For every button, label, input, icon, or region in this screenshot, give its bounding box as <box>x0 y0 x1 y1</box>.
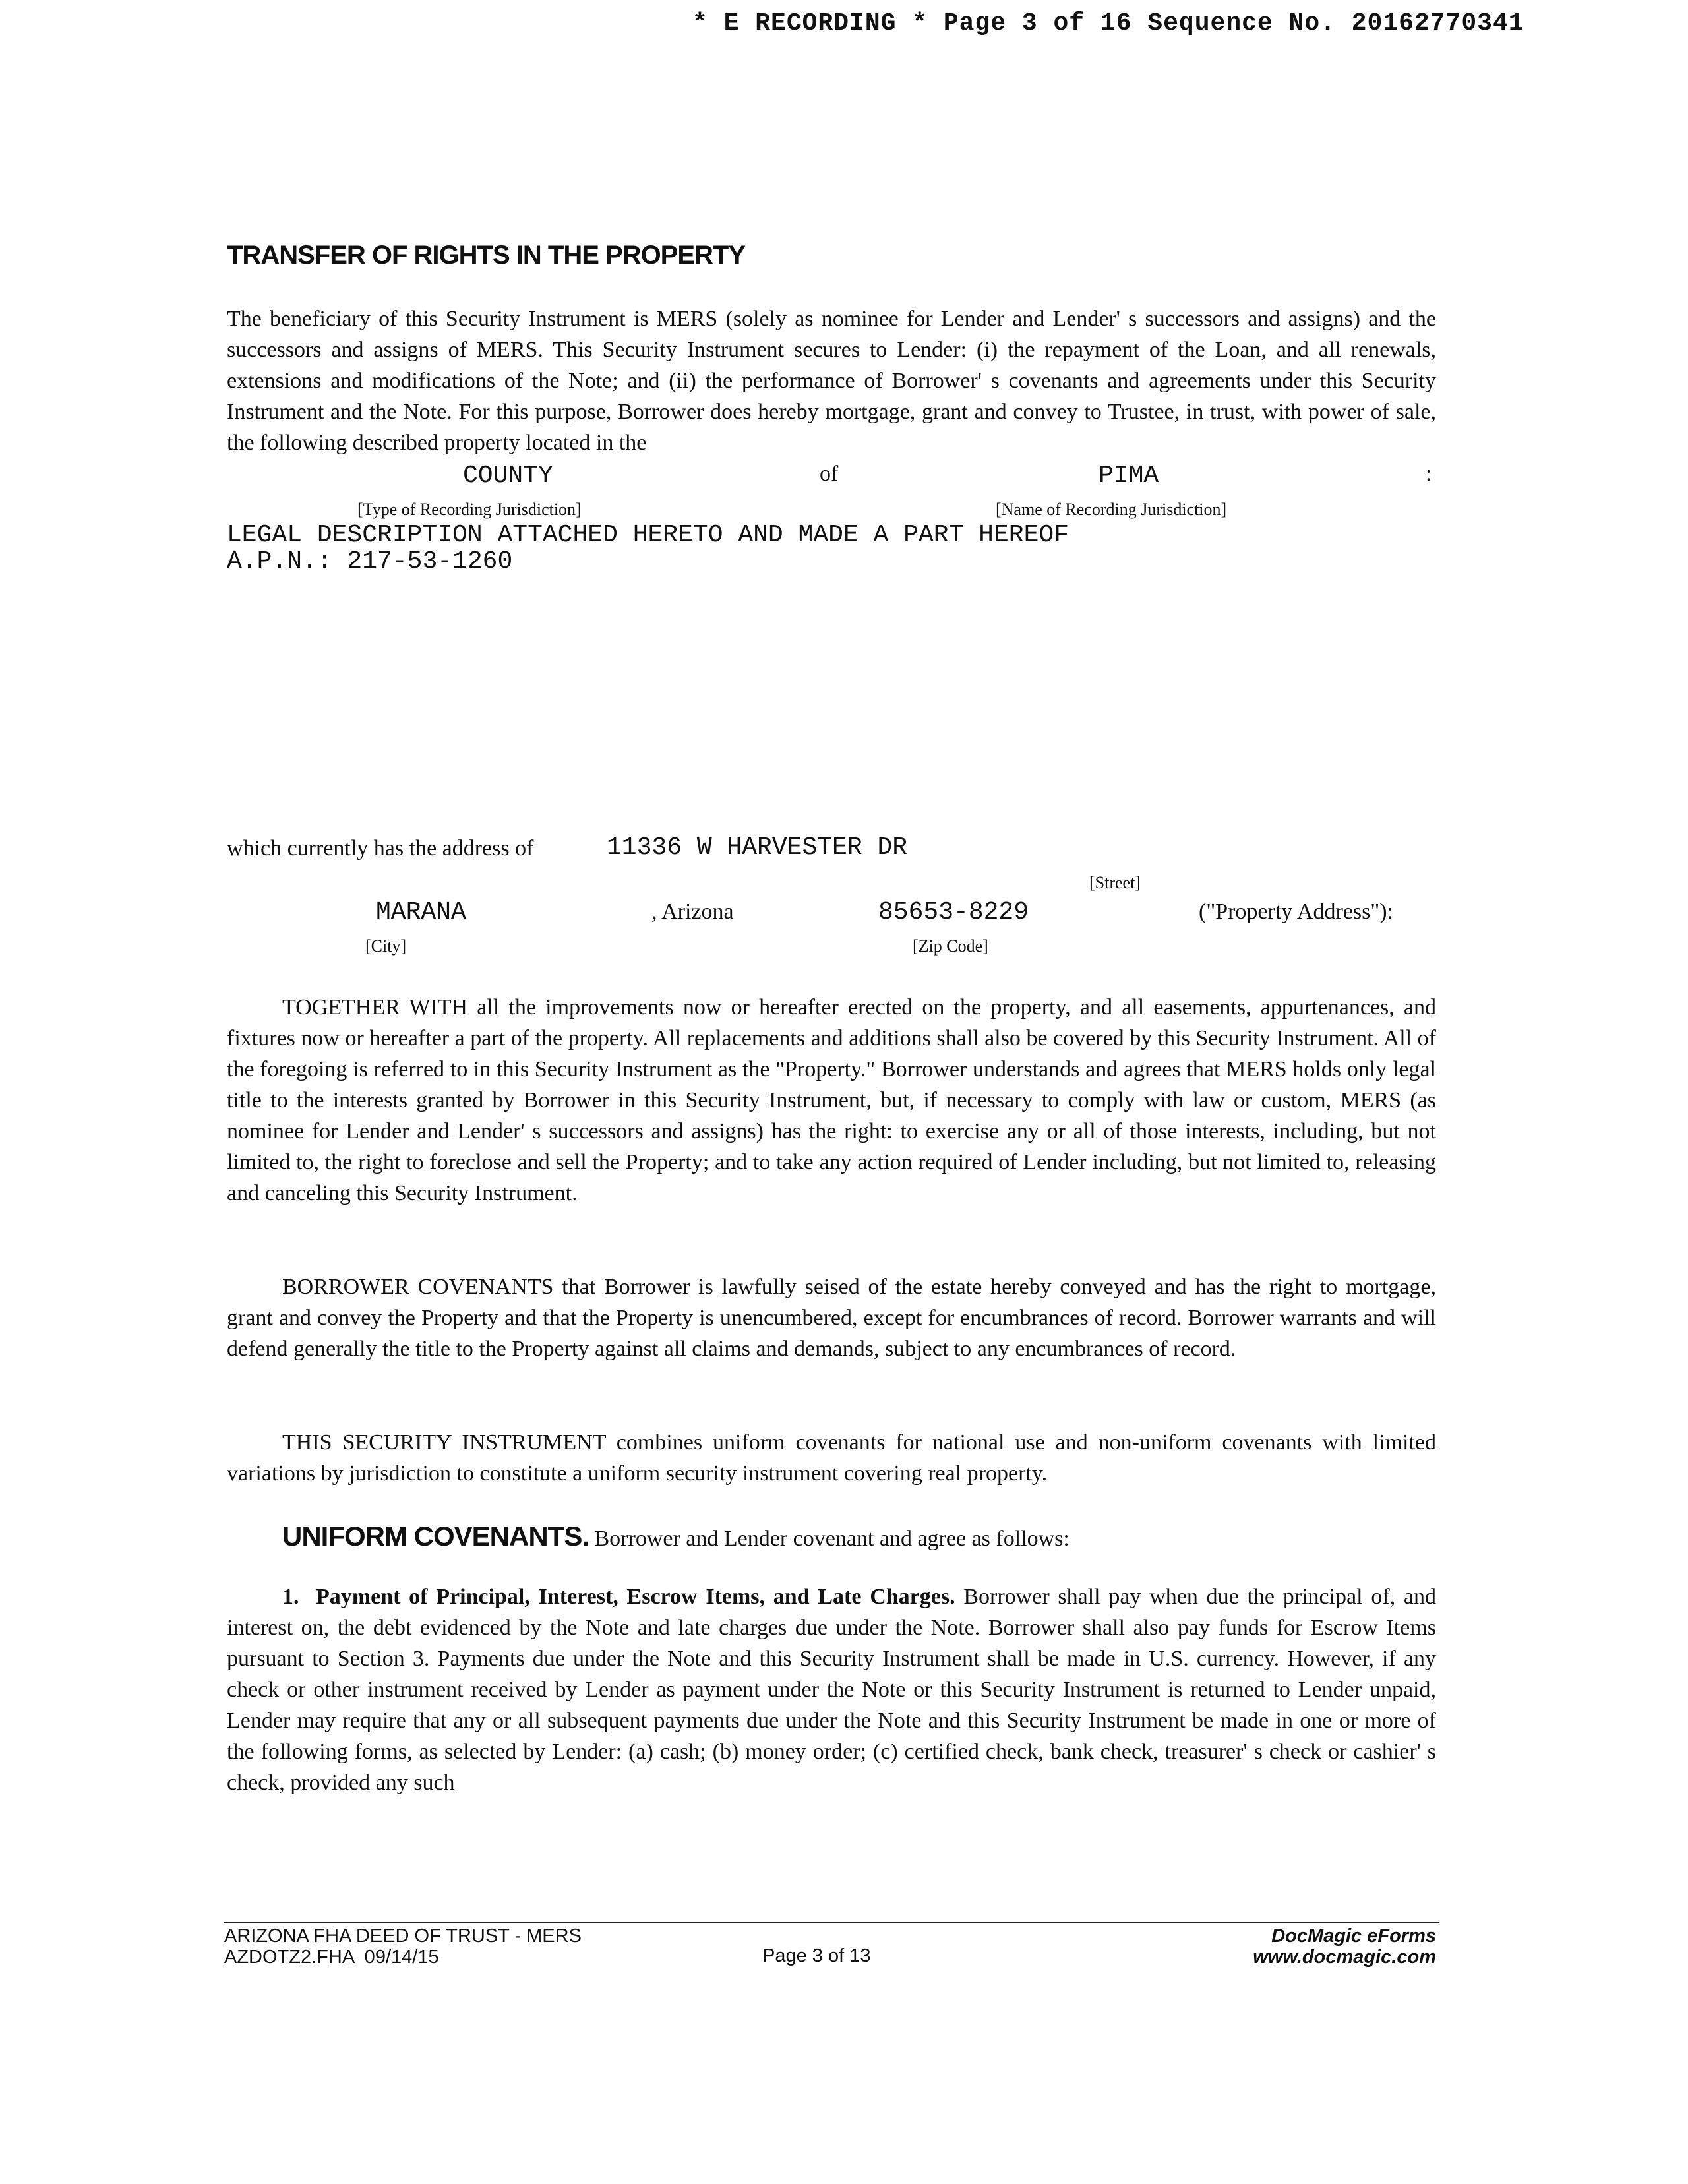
zip-value: 85653-8229 <box>878 898 1029 926</box>
city-value: MARANA <box>376 898 466 926</box>
jurisdiction-type-caption: [Type of Recording Jurisdiction] <box>357 500 582 519</box>
security-instrument-paragraph: THIS SECURITY INSTRUMENT combines uniform covenants for national use and non-uniform covenants with limited variations by jurisdiction to constitute a uniform security instrument covering real property. <box>227 1430 1436 1486</box>
city-caption: [City] <box>365 936 407 956</box>
jurisdiction-type-value: COUNTY <box>463 462 553 490</box>
uniform-covenants-heading: UNIFORM COVENANTS. <box>282 1521 589 1552</box>
together-with-paragraph: TOGETHER WITH all the improvements now or hereafter erected on the property, and all easements, appurtenances, and fixtures now or hereafter a part of the property. All replacements and additions shall also be covered by this Security Instrument. All of the foregoing is referred to in this Security Instrument as the "Property." Borrower understands and agrees that MERS holds only legal title to the interests granted by Borrower in this Security Instrument, but, if necessary to comply with law or custom, MERS (as nominee for Lender and Lender' s successors and assigns) has the right: to exercise any or all of those interests, including, but not limited to, the right to foreclose and sell the Property; and to take any action required of Lender including, but not limited to, releasing and canceling this Security Instrument. <box>227 995 1436 1205</box>
recording-stamp: * E RECORDING * Page 3 of 16 Sequence No. 20162770341 <box>692 9 1524 38</box>
street-caption: [Street] <box>1089 873 1141 892</box>
footer-form-title: ARIZONA FHA DEED OF TRUST - MERS <box>224 1926 582 1947</box>
payment-section-title: Payment of Principal, Interest, Escrow Items, and Late Charges. <box>316 1585 955 1609</box>
footer-url: www.docmagic.com <box>1253 1947 1436 1968</box>
footer-page-label: Page 3 of 13 <box>762 1945 871 1966</box>
section-title: TRANSFER OF RIGHTS IN THE PROPERTY <box>227 241 746 270</box>
payment-section-paragraph: 1. Payment of Principal, Interest, Escrow Items, and Late Charges. Borrower shall pay when due the principal of, and interest on, the debt evidenced by the Note and late charges due under the Note. Borrower shall also pay funds for Escrow Items pursuant to Section 3. Payments due under the Note and this Security Instrument shall be made in U.S. currency. However, if any check or other instrument received by Lender as payment under the Note or this Security Instrument is returned to Lender unpaid, Lender may require that any or all subsequent payments due under the Note and this Security Instrument be made in one or more of the following forms, as selected by Lender: (a) cash; (b) money order; (c) certified check, bank check, treasurer' s check or cashier' s check, provided any such <box>227 1585 1437 1795</box>
footer-form-code: AZDOTZ2.FHA 09/14/15 <box>224 1947 439 1968</box>
footer-rule <box>224 1922 1439 1923</box>
street-value: 11336 W HARVESTER DR <box>607 834 908 862</box>
uniform-covenants-line: UNIFORM COVENANTS. Borrower and Lender covenant and agree as follows: <box>282 1521 1070 1552</box>
address-intro: which currently has the address of <box>227 836 534 861</box>
footer-brand-logo: DocMagic eForms <box>1271 1926 1436 1947</box>
zip-caption: [Zip Code] <box>913 936 988 956</box>
transfer-paragraph: The beneficiary of this Security Instrument is MERS (solely as nominee for Lender and Lender' s successors and assigns) and the successors and assigns of MERS. This Security Instrument secures to Lender: (i) the repayment of the Loan, and all renewals, extensions and modifications of the Note; and (ii) the performance of Borrower' s covenants and agreements under this Security Instrument and the Note. For this purpose, Borrower does hereby mortgage, grant and convey to Trustee, in trust, with power of sale, the following described property located in the <box>227 307 1436 455</box>
jurisdiction-name-caption: [Name of Recording Jurisdiction] <box>996 500 1227 519</box>
property-address-label: ("Property Address"): <box>1199 899 1393 924</box>
jurisdiction-of-label: of <box>820 462 839 486</box>
state-text: , Arizona <box>651 899 734 924</box>
borrower-covenants-paragraph: BORROWER COVENANTS that Borrower is lawfully seised of the estate hereby conveyed and has the right to mortgage, grant and convey the Property and that the Property is unencumbered, except for encumbrances of record. Borrower warrants and will defend generally the title to the Property against all claims and demands, subject to any encumbrances of record. <box>227 1275 1436 1361</box>
apn-line: A.P.N.: 217-53-1260 <box>227 547 513 576</box>
legal-description-line: LEGAL DESCRIPTION ATTACHED HERETO AND MADE A PART HEREOF <box>227 521 1070 549</box>
jurisdiction-name-value: PIMA <box>1099 462 1159 490</box>
payment-section-number: 1. <box>282 1585 299 1609</box>
jurisdiction-colon: : <box>1426 462 1432 486</box>
